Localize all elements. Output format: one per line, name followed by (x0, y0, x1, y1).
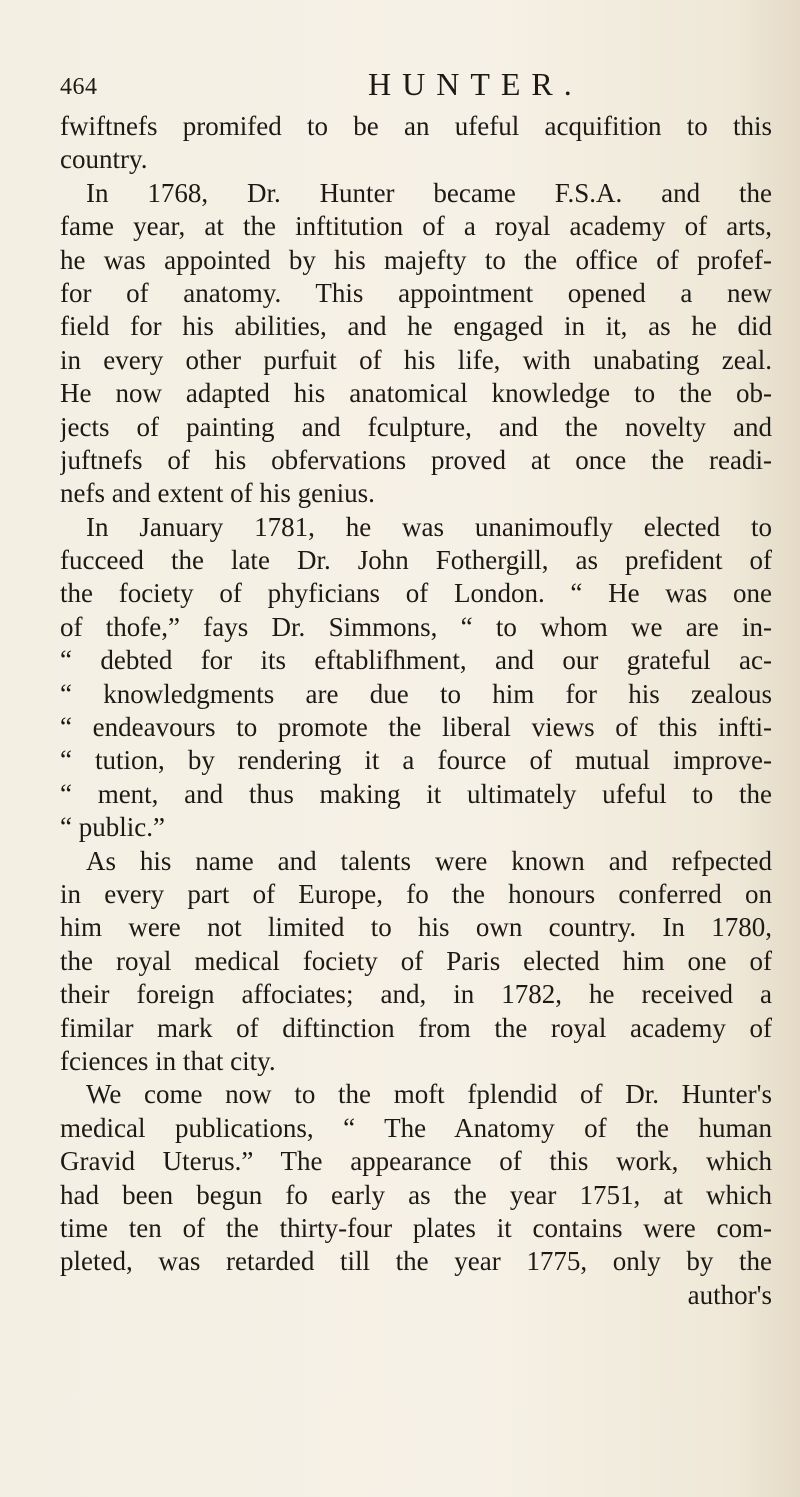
text-line: the royal medical fociety of Paris elected him one of (60, 945, 772, 976)
text-line: time ten of the thirty-four plates it contains were com- (60, 1212, 772, 1243)
text-line: fucceed the late Dr. John Fothergill, as prefident of (60, 545, 772, 576)
text-line: fimilar mark of diftinction from the royal academy of (60, 1012, 772, 1043)
text-line: pleted, was retarded till the year 1775, only by the (60, 1246, 772, 1277)
text-line: “ debted for its eftablifhment, and our grateful ac- (60, 645, 772, 676)
text-line: “ public.” (60, 812, 165, 843)
text-line: fwiftnefs promifed to be an ufeful acquifition to this (60, 111, 772, 141)
text-line: In January 1781, he was unanimoufly elected to (86, 511, 772, 542)
text-line: fciences in that city. (60, 1045, 276, 1076)
text-line: fame year, at the inftitution of a royal academy of arts, (60, 211, 772, 242)
text-line: “ endeavours to promote the liberal views of this infti- (60, 712, 772, 743)
text-line: their foreign affociates; and, in 1782, he received a (60, 979, 772, 1010)
text-line: in every other purfuit of his life, with unabating zeal. (60, 344, 772, 375)
page-number: 464 (60, 74, 98, 100)
text-line: “ knowledgments are due to him for his zealous (60, 678, 772, 709)
text-line: Gravid Uterus.” The appearance of this work, which (60, 1146, 772, 1177)
text-line: in every part of Europe, fo the honours conferred on (60, 878, 772, 909)
text-line: of thofe,” fays Dr. Simmons, “ to whom we are in- (60, 611, 772, 642)
catchword: author's (687, 1279, 772, 1310)
running-head: HUNTER. (368, 66, 583, 102)
text-line: nefs and extent of his genius. (60, 478, 375, 509)
text-line: for of anatomy. This appointment opened a new (60, 277, 772, 308)
text-line: juftnefs of his obfervations proved at once the readi- (60, 444, 772, 475)
text-line: As his name and talents were known and refpected (86, 845, 772, 876)
text-line: field for his abilities, and he engaged in it, as he did (60, 311, 772, 342)
text-line: “ tution, by rendering it a fource of mutual improve- (60, 745, 772, 776)
text-line: medical publications, “ The Anatomy of the human (60, 1112, 772, 1143)
text-line: him were not limited to his own country. In 1780, (60, 912, 772, 943)
text-line: He now adapted his anatomical knowledge to the ob- (60, 378, 772, 409)
body-text (60, 110, 772, 1312)
text-line: the fociety of phyficians of London. “ He was one (60, 578, 772, 609)
page-header (60, 66, 760, 106)
text-line: country. (60, 144, 148, 175)
text-line: “ ment, and thus making it ultimately ufeful to the (60, 778, 772, 809)
text-line: he was appointed by his majefty to the office of profef- (60, 244, 772, 275)
text-line: jects of painting and fculpture, and the novelty and (60, 411, 772, 442)
text-line: had been begun fo early as the year 1751, at which (60, 1179, 772, 1210)
text-line: We come now to the moft fplendid of Dr. Hunter's (86, 1079, 772, 1110)
text-line: In 1768, Dr. Hunter became F.S.A. and the (86, 177, 772, 208)
